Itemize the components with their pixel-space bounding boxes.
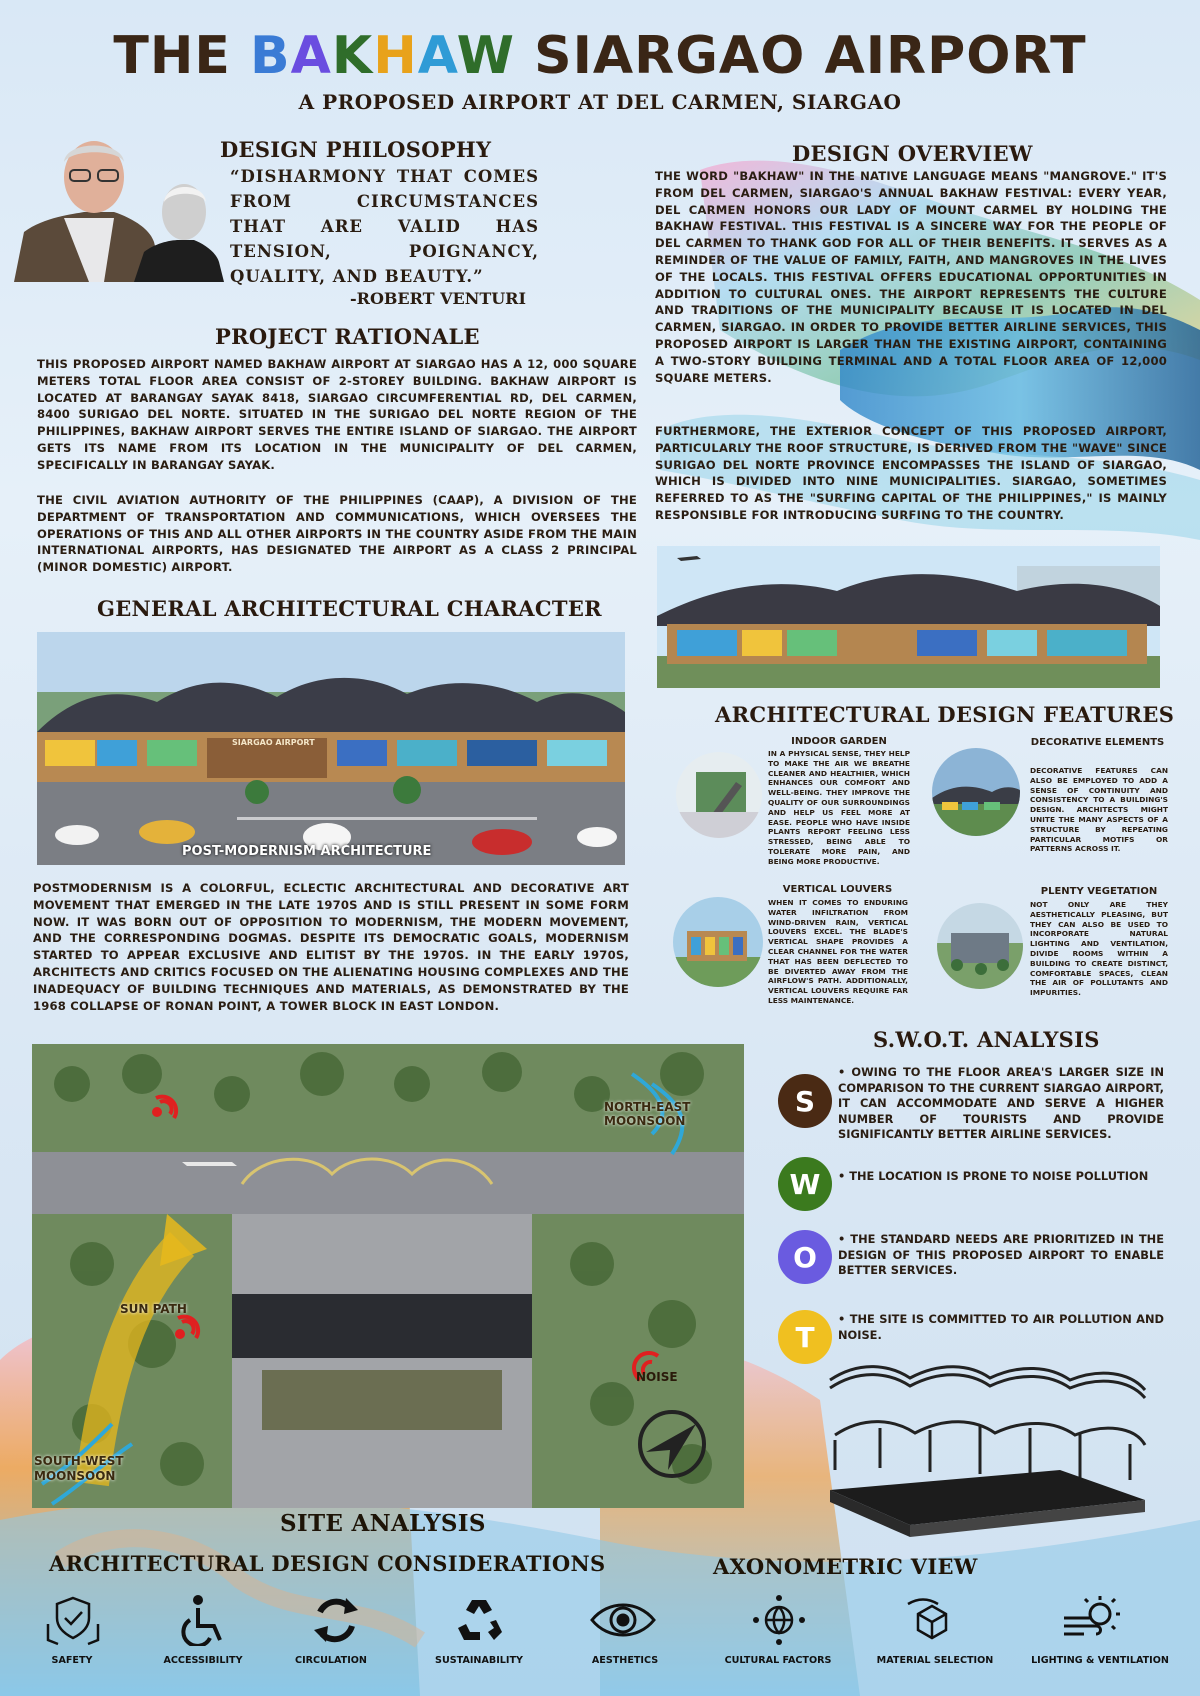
- eye-icon: [588, 1594, 658, 1650]
- page-title: THE BAKHAW SIARGAO AIRPORT: [113, 26, 1087, 86]
- title-letter: W: [456, 26, 516, 86]
- feature-body-decorative-elements: DECORATIVE FEATURES CAN ALSO BE EMPLOYED TO ADD A SENSE OF CONTINUITY AND CONSISTENCY TO A BUILDING'S DESIGN. ARCHITECTS MIGHT UNITE THE MANY ASPECTS OF A STRUCTURE BY REPEATING PARTICULAR MOTIFS OR PATTERNS ACROSS IT.: [1030, 766, 1168, 854]
- title-letter: H: [373, 26, 418, 86]
- swot-letter-s: S: [778, 1074, 832, 1128]
- postmodern-render: [37, 632, 625, 865]
- title-letter: A: [290, 26, 332, 86]
- wheelchair-icon: [176, 1594, 234, 1650]
- quote-author: -ROBERT VENTURI: [350, 289, 526, 308]
- title-letter: K: [331, 26, 374, 86]
- site-analysis-map: [32, 1044, 744, 1508]
- axonometric-heading: AXONOMETRIC VIEW: [713, 1554, 978, 1579]
- shield-hands-icon: [44, 1594, 102, 1650]
- swot-text-o: • THE STANDARD NEEDS ARE PRIORITIZED IN THE DESIGN OF THIS PROPOSED AIRPORT TO ENABLE BETTER SERVICES.: [838, 1232, 1164, 1278]
- title-colored-word: [250, 26, 515, 86]
- vertical-louvers-photo: [673, 897, 763, 987]
- indoor-garden-photo: [676, 752, 762, 838]
- swot-text-s: • OWING TO THE FLOOR AREA'S LARGER SIZE IN COMPARISON TO THE CURRENT SIARGAO AIRPORT, IT CAN ACCOMMODATE AND SERVE A HIGHER NUMBER OF TOURISTS AND PROVIDE SIGNIFICANTLY BETTER AIRLINE SERVICES.: [838, 1065, 1164, 1142]
- character-heading: GENERAL ARCHITECTURAL CHARACTER: [97, 596, 602, 621]
- overview-paragraph-2: FURTHERMORE, THE EXTERIOR CONCEPT OF THIS PROPOSED AIRPORT, PARTICULARLY THE ROOF STRUCTURE, IS DERIVED FROM THE "WAVE" SINCE SURIGAO DEL NORTE PROVINCE ENCOMPASSES THE ISLAND OF SIARGAO, WHICH IS DIVIDED INTO NINE MUNICIPALITIES. SIARGAO, SOMETIMES REFERRED TO AS THE "SURFING CAPITAL OF THE PHILIPPINES," IS MAINLY RESPONSIBLE FOR INTRODUCING SURFING TO THE COUNTRY.: [655, 424, 1167, 522]
- philosophy-heading: DESIGN PHILOSOPHY: [220, 137, 492, 162]
- ne-monsoon-label: NORTH-EAST MOONSOON: [604, 1100, 691, 1128]
- rationale-paragraph-2: THE CIVIL AVIATION AUTHORITY OF THE PHILIPPINES (CAAP), A DIVISION OF THE DEPARTMENT OF TRANSPORTATION AND COMMUNICATIONS, WHICH OVERSEES THE OPERATIONS OF THIS AND ALL OTHER AIRPORTS IN THE COUNTRY ASIDE FROM THE MAIN INTERNATIONAL AIRPORTS, HAS DESIGNATED THE AIRPORT AS A CLASS 2 PRINCIPAL (MINOR DOMESTIC) AIRPORT.: [37, 493, 637, 575]
- consideration-label-globe-people: CULTURAL FACTORS: [724, 1655, 832, 1666]
- airport-render-small: [657, 546, 1160, 688]
- philosophy-quote: “DISHARMONY THAT COMES FROM CIRCUMSTANCES THAT ARE VALID HAS TENSION, POIGNANCY, QUALITY, AND BEAUTY.”: [230, 167, 539, 286]
- overview-paragraph-1: THE WORD "BAKHAW" IN THE NATIVE LANGUAGE MEANS "MANGROVE." IT'S FROM DEL CARMEN, SIARGAO'S ANNUAL BAKHAW FESTIVAL: EVERY YEAR, DEL CARMEN HONORS OUR LADY OF MOUNT CARMEL BY HOLDING THE BAKHAW FESTIVAL. THIS FESTIVAL IS A SINCERE WAY FOR THE PEOPLE OF DEL CARMEN TO THANK GOD FOR ALL OF THEIR BENEFITS. IT SERVES AS A REMINDER OF THE VALUE OF FAMILY, FAITH, AND MANGROVES IN THE LIVES OF THE LOCALS. THIS FESTIVAL OFFERS EDUCATIONAL OPPORTUNITIES IN ADDITION TO CULTURAL ONES. THE AIRPORT REPRESENTS THE CULTURE AND TRADITIONS OF THE MUNICIPALITY BECAUSE IT IS LOCATED IN DEL CARMEN, SIARGAO. IN ORDER TO PROVIDE BETTER AIRLINE SERVICES, THIS PROPOSED AIRPORT IS LARGER THAN THE EXISTING AIRPORT, CONTAINING A TWO-STORY BUILDING TERMINAL AND A TOTAL FLOOR AREA OF 12,000 SQUARE METERS.: [655, 169, 1167, 385]
- overview-heading: DESIGN OVERVIEW: [792, 141, 1033, 166]
- swot-letter-o: O: [778, 1230, 832, 1284]
- rationale-paragraph-1: THIS PROPOSED AIRPORT NAMED BAKHAW AIRPORT AT SIARGAO HAS A 12, 000 SQUARE METERS TOTAL FLOOR AREA CONSIST OF 2-STOREY BUILDING. BAKHAW AIRPORT IS LOCATED AT BARANGAY SAYAK 8418, SIARGAO CIRCUMFERENTIAL RD, DEL CARMEN, 8400 SURIGAO DEL NORTE. SITUATED IN THE SURIGAO DEL NORTE REGION OF THE PHILIPPINES, BAKHAW AIRPORT SERVES THE ENTIRE ISLAND OF SIARGAO. THE AIRPORT GETS ITS NAME FROM ITS LOCATION IN THE MUNICIPALITY OF DEL CARMEN, SPECIFICALLY IN BARANGAY SAYAK.: [37, 357, 637, 472]
- feature-title-vertical-louvers: VERTICAL LOUVERS: [782, 884, 893, 895]
- feature-title-plenty-vegetation: PLENTY VEGETATION: [1040, 886, 1158, 897]
- swot-letter-w: W: [778, 1157, 832, 1211]
- page-subtitle: A PROPOSED AIRPORT AT DEL CARMEN, SIARGAO: [298, 90, 902, 114]
- hand-box-icon: [904, 1594, 962, 1650]
- features-heading: ARCHITECTURAL DESIGN FEATURES: [715, 702, 1175, 727]
- decorative-elements-photo: [932, 748, 1020, 836]
- consideration-label-hand-box: MATERIAL SELECTION: [876, 1655, 994, 1666]
- plenty-vegetation-photo: [937, 903, 1023, 989]
- image-caption: POST-MODERNISM ARCHITECTURE: [182, 844, 432, 859]
- title-letter: B: [250, 26, 291, 86]
- feature-title-indoor-garden: INDOOR GARDEN: [791, 736, 887, 747]
- consideration-label-wheelchair: ACCESSIBILITY: [163, 1655, 243, 1666]
- swot-text-t: • THE SITE IS COMMITTED TO AIR POLLUTION AND NOISE.: [838, 1312, 1164, 1342]
- character-paragraph: POSTMODERNISM IS A COLORFUL, ECLECTIC ARCHITECTURAL AND DECORATIVE ART MOVEMENT THAT EMERGED IN THE LATE 1970S AND IS STILL PRESENT IN SOME FORM NOW. IT WAS BORN OUT OF OPPOSITION TO MODERNISM, THE MODERN MOVEMENT, AND THE CORRESPONDING DOGMAS. DESPITE ITS DEMOCRATIC GOALS, MODERNISM STARTED TO APPEAR EXCLUSIVE AND ELITIST BY THE 1970S. IN THE EARLY 1970S, ARCHITECTS AND CRITICS FOCUSED ON THE ALIENATING HOUSING COMPLEXES AND THE INADEQUACY OF BUILDING TECHNIQUES AND MATERIALS, AS DEMONSTRATED BY THE 1968 COLLAPSE OF RONAN POINT, A TOWER BLOCK IN EAST LONDON.: [33, 881, 629, 1013]
- axonometric-drawing: [820, 1360, 1150, 1550]
- considerations-heading: ARCHITECTURAL DESIGN CONSIDERATIONS: [49, 1551, 606, 1576]
- rationale-heading: PROJECT RATIONALE: [215, 324, 480, 349]
- title-letter: A: [417, 26, 457, 86]
- consideration-label-recycle: SUSTAINABILITY: [435, 1655, 523, 1666]
- sun-path-label: SUN PATH: [120, 1302, 187, 1316]
- character-image: [37, 632, 625, 865]
- sw-monsoon-label: SOUTH-WEST MOONSOON: [34, 1454, 124, 1483]
- consideration-label-shield-hands: SAFETY: [51, 1655, 93, 1666]
- site-analysis-heading: SITE ANALYSIS: [280, 1510, 486, 1537]
- swot-heading: S.W.O.T. ANALYSIS: [873, 1027, 1100, 1052]
- building-sign: SIARGAO AIRPORT: [232, 738, 315, 747]
- swot-letter-t: T: [778, 1310, 832, 1364]
- portrait-photo: [4, 132, 224, 282]
- noise-label: NOISE: [636, 1370, 678, 1384]
- feature-body-indoor-garden: IN A PHYSICAL SENSE, THEY HELP TO MAKE THE AIR WE BREATHE CLEANER AND HEALTHIER, WHICH ENHANCES OUR COMFORT AND WELL-BEING. THEY IMPROVE THE QUALITY OF OUR SURROUNDINGS AND HELP US FEEL MORE AT EASE. PEOPLE WHO HAVE INSIDE PLANTS REPORT FEELING LESS STRESSED, BEING ABLE TO TOLERATE MORE PAIN, AND BEING MORE PRODUCTIVE.: [768, 749, 910, 866]
- circular-arrows-icon: [306, 1594, 364, 1650]
- feature-body-plenty-vegetation: NOT ONLY ARE THEY AESTHETICALLY PLEASING, BUT THEY CAN ALSO BE USED TO INCORPORATE NATURAL LIGHTING AND VENTILATION, DIVIDE ROOMS WITHIN A BUILDING TO CREATE DISTINCT, COMFORTABLE SPACES, CLEAN THE AIR OF POLLUTANTS AND IMPURITIES.: [1030, 900, 1168, 998]
- feature-body-vertical-louvers: WHEN IT COMES TO ENDURING WATER INFILTRATION FROM WIND-DRIVEN RAIN, VERTICAL LOUVERS EXCEL. THE BLADE'S VERTICAL SHAPE PROVIDES A CLEAR CHANNEL FOR THE WATER THAT HAS BEEN DEFLECTED TO BE DIVERTED AWAY FROM THE AIRFLOW'S PATH. ADDITIONALLY, VERTICAL LOUVERS REQUIRE FAR LESS MAINTENANCE.: [768, 898, 908, 1005]
- swot-text-w: • THE LOCATION IS PRONE TO NOISE POLLUTION: [838, 1169, 1149, 1183]
- feature-title-decorative-elements: DECORATIVE ELEMENTS: [1030, 737, 1165, 748]
- consideration-label-sun-wind: LIGHTING & VENTILATION: [1031, 1655, 1169, 1666]
- sun-wind-icon: [1060, 1594, 1126, 1650]
- consideration-label-eye: AESTHETICS: [591, 1655, 659, 1666]
- recycle-icon: [450, 1594, 508, 1650]
- globe-people-icon: [750, 1594, 808, 1650]
- consideration-label-circular-arrows: CIRCULATION: [295, 1655, 367, 1666]
